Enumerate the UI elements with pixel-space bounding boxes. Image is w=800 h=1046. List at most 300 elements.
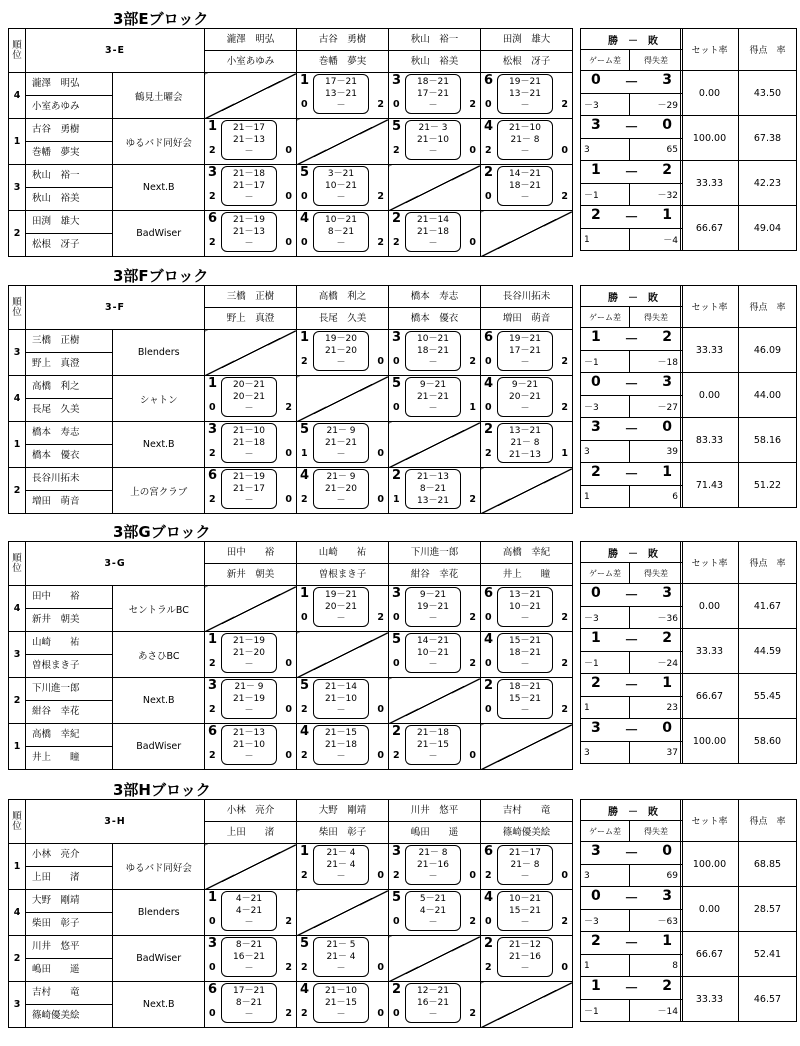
games-won: 2 xyxy=(393,145,400,156)
game-diff: －1 xyxy=(581,351,630,373)
player-name: 大野 剛靖 xyxy=(26,890,112,913)
header-player: 大野 剛靖 xyxy=(297,800,388,822)
losses: 2 xyxy=(662,329,672,345)
games-won: 0 xyxy=(485,916,492,927)
league-table xyxy=(8,541,573,770)
rate-row xyxy=(681,116,797,161)
match-cell xyxy=(389,376,481,422)
header-player: 吉村 竜 xyxy=(481,800,572,822)
team-row xyxy=(9,678,573,724)
games-lost: 2 xyxy=(561,658,568,669)
games-lost: 0 xyxy=(377,494,384,505)
game-diff: 1 xyxy=(581,486,630,508)
wins: 1 xyxy=(591,329,601,345)
game-diff: －3 xyxy=(581,396,630,418)
game-diff: －1 xyxy=(581,184,630,206)
match-cell xyxy=(481,890,573,936)
header-pair xyxy=(205,29,297,73)
score-box xyxy=(221,120,277,160)
match-order: 4 xyxy=(484,119,494,134)
wl-header-row xyxy=(581,542,683,563)
match-order: 3 xyxy=(392,330,402,345)
team-players xyxy=(26,165,113,211)
score-box xyxy=(497,587,553,627)
header-pair xyxy=(481,800,573,844)
match-order: 6 xyxy=(208,982,218,997)
record-line xyxy=(581,888,682,908)
games-won: 0 xyxy=(209,1008,216,1019)
team-row xyxy=(9,936,573,982)
game-score: 16－21 xyxy=(233,952,265,962)
team-row xyxy=(9,73,573,119)
games-won: 2 xyxy=(485,962,492,973)
match-order: 3 xyxy=(392,73,402,88)
header-player: 柴田 彰子 xyxy=(318,827,367,838)
block-0 xyxy=(0,8,800,258)
dash: － xyxy=(624,981,639,997)
rate-row xyxy=(681,629,797,674)
block-2 xyxy=(0,521,800,771)
team-row xyxy=(9,586,573,632)
games-lost: 0 xyxy=(377,750,384,761)
point-rate: 46.09 xyxy=(739,328,797,373)
match-order: 4 xyxy=(484,632,494,647)
game-score: 17－21 xyxy=(509,346,541,356)
match-cell xyxy=(297,586,389,632)
games-won: 0 xyxy=(393,402,400,413)
game-score: 21－20 xyxy=(325,346,357,356)
wl-record-row xyxy=(581,161,683,184)
match-order: 6 xyxy=(208,211,218,226)
header-player: 秋山 裕美 xyxy=(410,56,459,67)
dash: － xyxy=(624,936,639,952)
match-order: 5 xyxy=(300,422,310,437)
score-box xyxy=(405,587,461,627)
game-score: 19－21 xyxy=(325,590,357,600)
game-score: － xyxy=(520,706,530,716)
team-row xyxy=(9,844,573,890)
score-box xyxy=(221,212,277,252)
games-won: 2 xyxy=(209,191,216,202)
player-name: 吉村 竜 xyxy=(26,982,112,1005)
rank-cell: 1 xyxy=(9,844,26,890)
games-won: 0 xyxy=(485,704,492,715)
game-score: － xyxy=(244,964,254,974)
rank-cell: 3 xyxy=(9,330,26,376)
self-match-cell xyxy=(205,330,297,376)
match-cell xyxy=(205,724,297,770)
match-order: 4 xyxy=(300,468,310,483)
match-order: 3 xyxy=(208,165,218,180)
record-line xyxy=(581,720,682,740)
set-rate: 0.00 xyxy=(681,71,739,116)
game-score: 19－21 xyxy=(509,334,541,344)
match-cell xyxy=(205,376,297,422)
wl-diff-row xyxy=(581,94,683,116)
wl-record-row xyxy=(581,373,683,396)
match-cell xyxy=(297,211,389,257)
player-name: 高橋 幸紀 xyxy=(26,724,112,747)
games-lost: 2 xyxy=(469,1008,476,1019)
self-match-cell xyxy=(389,678,481,724)
header-player: 井上 瞳 xyxy=(502,569,551,580)
set-rate: 100.00 xyxy=(681,719,739,764)
player-name: 小林 亮介 xyxy=(26,844,112,867)
score-box xyxy=(313,679,369,719)
wins: 2 xyxy=(591,933,601,949)
game-score: 21－13 xyxy=(233,135,265,145)
match-cell xyxy=(389,73,481,119)
point-rate: 44.00 xyxy=(739,373,797,418)
header-player: 高橋 幸紀 xyxy=(481,542,572,564)
score-box xyxy=(313,469,369,509)
match-cell xyxy=(297,724,389,770)
header-player: 三橋 正樹 xyxy=(205,286,296,308)
game-diff: －3 xyxy=(581,607,630,629)
point-diff: －4 xyxy=(630,229,683,251)
games-won: 1 xyxy=(393,494,400,505)
game-score: 19－21 xyxy=(509,77,541,87)
rank-cell: 3 xyxy=(9,632,26,678)
header-player: 野上 真澄 xyxy=(226,313,275,324)
game-score: 17－21 xyxy=(233,986,265,996)
game-score: － xyxy=(244,193,254,203)
game-score: 12－21 xyxy=(417,986,449,996)
self-match-cell xyxy=(389,165,481,211)
match-cell xyxy=(297,678,389,724)
games-lost: 1 xyxy=(469,402,476,413)
game-score: 21－10 xyxy=(233,740,265,750)
point-rate: 58.16 xyxy=(739,418,797,463)
club-name: ゆるバド同好会 xyxy=(113,844,205,890)
game-diff: 3 xyxy=(581,742,630,764)
match-order: 1 xyxy=(208,376,218,391)
point-diff: 39 xyxy=(630,441,683,463)
games-won: 0 xyxy=(485,191,492,202)
header-pair xyxy=(389,286,481,330)
match-cell xyxy=(389,890,481,936)
club-name: ゆるバド同好会 xyxy=(113,119,205,165)
games-won: 2 xyxy=(301,750,308,761)
point-rate: 44.59 xyxy=(739,629,797,674)
rate-row xyxy=(681,418,797,463)
rate-row xyxy=(681,161,797,206)
match-order: 4 xyxy=(300,724,310,739)
wl-record-row xyxy=(581,719,683,742)
dash: － xyxy=(624,467,639,483)
header-player: 篠崎優美絵 xyxy=(502,827,551,838)
game-score: 21－18 xyxy=(325,740,357,750)
player-name: 篠崎優美絵 xyxy=(32,1010,80,1021)
header-pair xyxy=(205,286,297,330)
rank-cell: 4 xyxy=(9,73,26,119)
team-players xyxy=(26,724,113,770)
game-score: 13－21 xyxy=(509,89,541,99)
club-name: 鶴見土曜会 xyxy=(113,73,205,119)
match-cell xyxy=(481,165,573,211)
match-order: 6 xyxy=(208,724,218,739)
game-score: 21－14 xyxy=(325,682,357,692)
games-lost: 0 xyxy=(377,356,384,367)
wl-record-row xyxy=(581,977,683,1000)
games-lost: 2 xyxy=(561,612,568,623)
games-lost: 2 xyxy=(469,612,476,623)
wl-record-row xyxy=(581,932,683,955)
team-players xyxy=(26,844,113,890)
score-box xyxy=(497,679,553,719)
score-box xyxy=(313,937,369,977)
header-player: 田中 裕 xyxy=(205,542,296,564)
games-lost: 2 xyxy=(561,916,568,927)
rank-cell: 3 xyxy=(9,982,26,1028)
match-cell xyxy=(481,844,573,890)
game-diff-header: ゲーム差 xyxy=(581,307,630,328)
games-lost: 0 xyxy=(469,237,476,248)
rate-row xyxy=(681,932,797,977)
games-lost: 2 xyxy=(285,962,292,973)
club-name: あさひBC xyxy=(113,632,205,678)
game-score: 21－ 4 xyxy=(326,952,356,962)
games-lost: 2 xyxy=(469,356,476,367)
wl-diff-row xyxy=(581,229,683,251)
match-cell xyxy=(297,982,389,1028)
wl-record-row xyxy=(581,463,683,486)
wins: 0 xyxy=(591,888,601,904)
win-loss-record xyxy=(581,584,683,607)
score-box xyxy=(313,166,369,206)
club-name: Next.B xyxy=(113,165,205,211)
win-loss-record xyxy=(581,977,683,1000)
score-box xyxy=(497,377,553,417)
club-name: Next.B xyxy=(113,422,205,468)
game-score: 21－13 xyxy=(509,450,541,460)
match-cell xyxy=(297,165,389,211)
score-box xyxy=(313,423,369,463)
games-won: 0 xyxy=(393,612,400,623)
point-diff: 65 xyxy=(630,139,683,161)
player-name: 長尾 久美 xyxy=(32,404,80,415)
club-name: Next.B xyxy=(113,982,205,1028)
game-score: 21－18 xyxy=(233,438,265,448)
rank-cell: 4 xyxy=(9,586,26,632)
game-score: 21－ 3 xyxy=(418,123,448,133)
games-lost: 0 xyxy=(377,704,384,715)
wl-record-row xyxy=(581,629,683,652)
wl-diff-row xyxy=(581,1000,683,1022)
score-box xyxy=(405,983,461,1023)
header-player: 紺谷 幸花 xyxy=(410,569,459,580)
club-name: Blenders xyxy=(113,890,205,936)
header-player: 長尾 久美 xyxy=(318,313,367,324)
wl-record-row xyxy=(581,418,683,441)
game-score: － xyxy=(336,239,346,249)
games-lost: 0 xyxy=(377,870,384,881)
game-score: 4－21 xyxy=(419,906,447,916)
game-score: 21－10 xyxy=(325,694,357,704)
self-match-cell xyxy=(205,844,297,890)
rate-row xyxy=(681,373,797,418)
wl-diff-row xyxy=(581,486,683,508)
match-cell xyxy=(389,119,481,165)
point-rate: 43.50 xyxy=(739,71,797,116)
match-order: 1 xyxy=(300,586,310,601)
match-order: 5 xyxy=(392,376,402,391)
match-cell xyxy=(389,844,481,890)
win-loss-record xyxy=(581,206,683,229)
game-score: － xyxy=(336,964,346,974)
game-score: 21－20 xyxy=(325,484,357,494)
player-name: 秋山 裕美 xyxy=(32,193,80,204)
self-match-cell xyxy=(205,73,297,119)
header-player: 瀧澤 明弘 xyxy=(205,29,296,51)
club-name: セントラルBC xyxy=(113,586,205,632)
game-score: 21－ 4 xyxy=(326,860,356,870)
game-score: － xyxy=(336,1010,346,1020)
score-box xyxy=(313,74,369,114)
win-loss-record xyxy=(581,719,683,742)
record-line xyxy=(581,72,682,92)
game-score: 10－21 xyxy=(509,602,541,612)
games-won: 0 xyxy=(393,658,400,669)
self-match-cell xyxy=(297,632,389,678)
record-line xyxy=(581,978,682,998)
match-order: 5 xyxy=(300,678,310,693)
losses: 2 xyxy=(662,630,672,646)
match-cell xyxy=(481,678,573,724)
match-cell xyxy=(481,119,573,165)
games-won: 0 xyxy=(301,191,308,202)
score-box xyxy=(221,377,277,417)
match-cell xyxy=(481,330,573,376)
losses: 1 xyxy=(662,933,672,949)
player-name: 曽根まき子 xyxy=(32,660,80,671)
header-player: 小林 亮介 xyxy=(205,800,296,822)
game-score: 21－19 xyxy=(233,694,265,704)
game-score: 9－21 xyxy=(419,380,447,390)
losses: 1 xyxy=(662,675,672,691)
rate-header-row xyxy=(681,542,797,584)
rank-cell: 3 xyxy=(9,165,26,211)
player-name: 川井 悠平 xyxy=(26,936,112,959)
match-cell xyxy=(205,119,297,165)
match-order: 3 xyxy=(392,586,402,601)
games-lost: 0 xyxy=(469,870,476,881)
header-player: 新井 朝美 xyxy=(226,569,275,580)
set-rate: 66.67 xyxy=(681,932,739,977)
games-won: 2 xyxy=(209,704,216,715)
games-lost: 0 xyxy=(377,1008,384,1019)
games-won: 2 xyxy=(485,870,492,881)
win-loss-record xyxy=(581,71,683,94)
game-score: － xyxy=(336,752,346,762)
games-lost: 2 xyxy=(377,612,384,623)
games-lost: 0 xyxy=(285,145,292,156)
set-rate: 100.00 xyxy=(681,842,739,887)
set-rate-header: セット率 xyxy=(681,542,739,584)
losses: 3 xyxy=(662,585,672,601)
win-loss-record xyxy=(581,161,683,184)
game-score: 21－13 xyxy=(233,227,265,237)
score-box xyxy=(313,983,369,1023)
team-row xyxy=(9,468,573,514)
match-order: 6 xyxy=(484,330,494,345)
games-lost: 0 xyxy=(285,448,292,459)
games-won: 2 xyxy=(301,356,308,367)
game-score: 21－15 xyxy=(325,728,357,738)
rank-header: 順位 xyxy=(9,800,26,844)
score-box xyxy=(221,423,277,463)
losses: 3 xyxy=(662,72,672,88)
game-score: － xyxy=(336,706,346,716)
game-score: 21－ 8 xyxy=(418,848,448,858)
match-cell xyxy=(205,678,297,724)
game-score: － xyxy=(244,147,254,157)
match-order: 1 xyxy=(300,330,310,345)
point-diff: 23 xyxy=(630,697,683,719)
games-won: 2 xyxy=(393,870,400,881)
games-lost: 2 xyxy=(469,916,476,927)
game-score: 18－21 xyxy=(509,648,541,658)
rate-row xyxy=(681,842,797,887)
match-order: 5 xyxy=(392,632,402,647)
game-score: 13－21 xyxy=(417,496,449,506)
score-box xyxy=(405,120,461,160)
game-diff: 1 xyxy=(581,229,630,251)
game-diff: 3 xyxy=(581,441,630,463)
game-score: 21－13 xyxy=(233,728,265,738)
game-score: － xyxy=(336,496,346,506)
header-pair xyxy=(389,29,481,73)
club-name: BadWiser xyxy=(113,211,205,257)
games-lost: 2 xyxy=(377,99,384,110)
header-pair xyxy=(481,542,573,586)
game-score: － xyxy=(336,101,346,111)
games-lost: 0 xyxy=(285,191,292,202)
match-cell xyxy=(389,724,481,770)
score-box xyxy=(497,120,553,160)
win-loss-record xyxy=(581,842,683,865)
game-score: － xyxy=(244,496,254,506)
match-cell xyxy=(205,890,297,936)
record-line xyxy=(581,207,682,227)
game-score: － xyxy=(336,450,346,460)
rate-table xyxy=(680,799,797,1022)
team-row xyxy=(9,632,573,678)
point-diff-header: 得失差 xyxy=(630,563,683,584)
team-players xyxy=(26,211,113,257)
game-diff: 3 xyxy=(581,139,630,161)
rank-cell: 4 xyxy=(9,376,26,422)
score-box xyxy=(313,845,369,885)
team-row xyxy=(9,982,573,1028)
game-score: 21－17 xyxy=(509,848,541,858)
game-score: － xyxy=(244,1010,254,1020)
win-loss-header: 勝 － 敗 xyxy=(581,542,683,563)
wl-header-row xyxy=(581,800,683,821)
match-order: 6 xyxy=(208,468,218,483)
rank-cell: 1 xyxy=(9,724,26,770)
game-score: 3－21 xyxy=(327,169,355,179)
game-score: 21－10 xyxy=(417,135,449,145)
match-order: 6 xyxy=(484,844,494,859)
match-cell xyxy=(205,211,297,257)
match-order: 2 xyxy=(484,165,494,180)
rate-row xyxy=(681,674,797,719)
record-line xyxy=(581,933,682,953)
dash: － xyxy=(624,588,639,604)
score-box xyxy=(497,423,553,463)
self-match-cell xyxy=(481,982,573,1028)
